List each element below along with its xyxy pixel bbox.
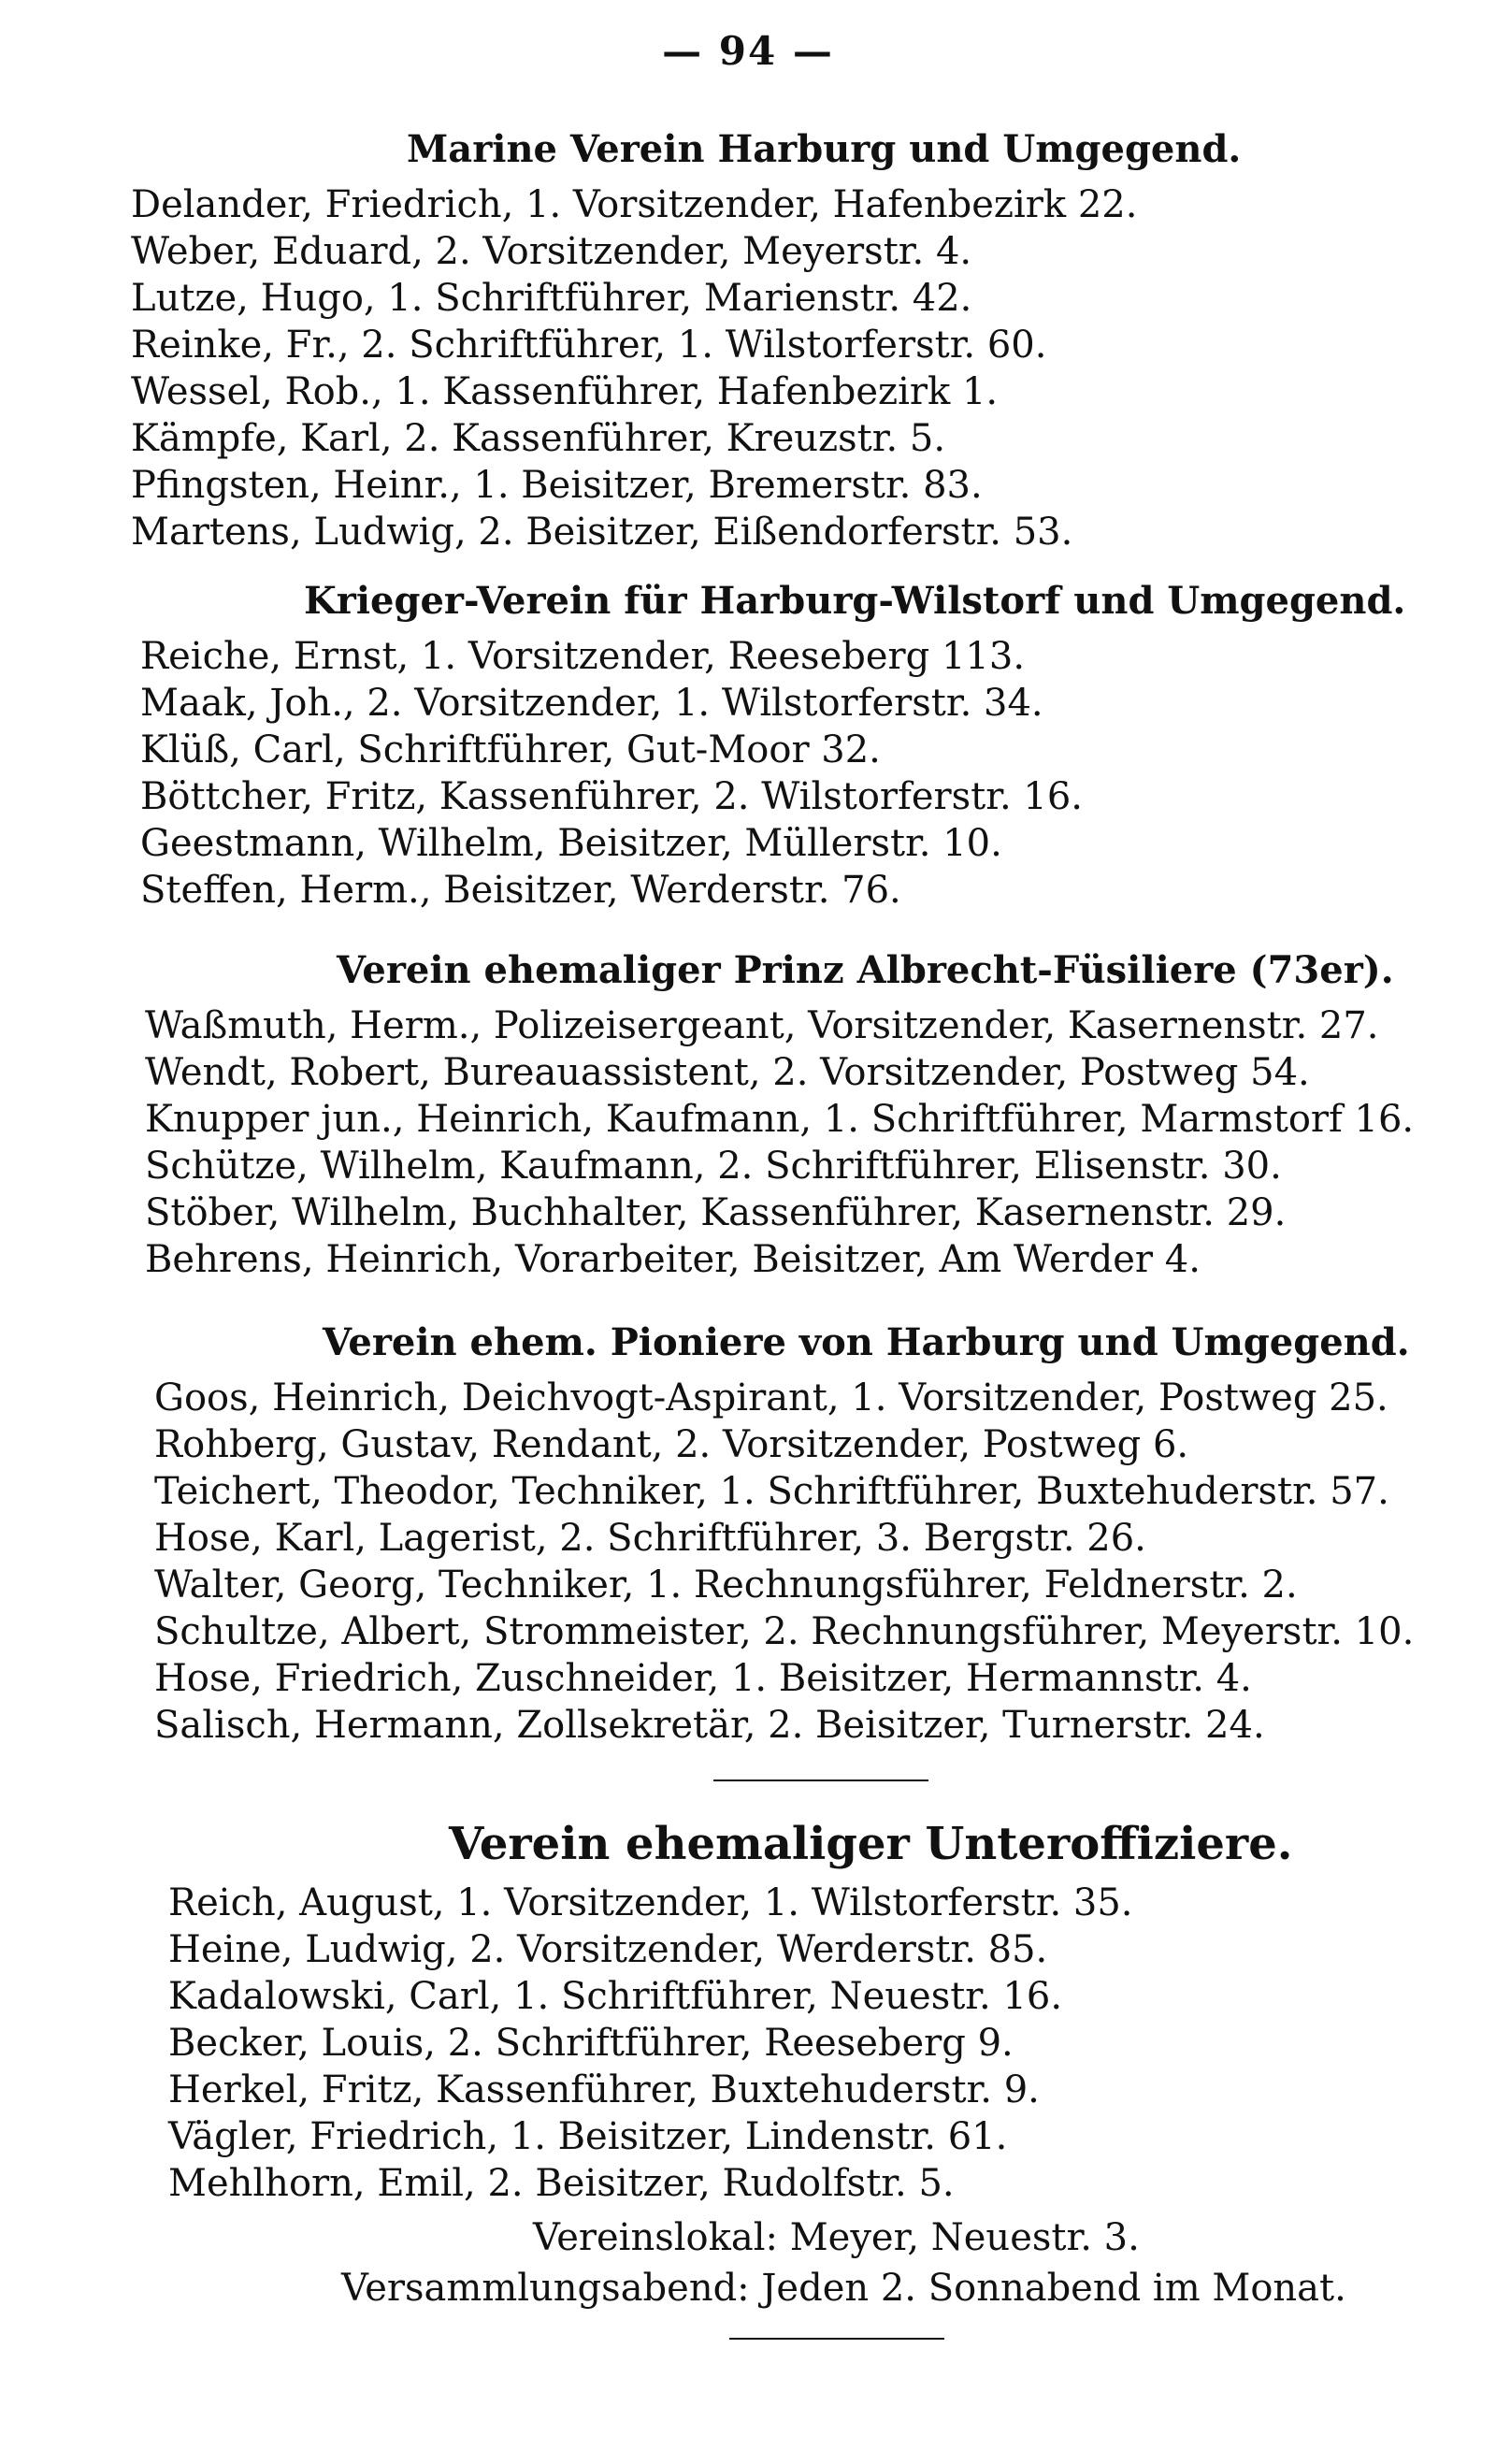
section-pioniere-verein [0, 1317, 1496, 1749]
list-item: Kämpfe, Karl, 2. Kassenführer, Kreuzstr. 5. [131, 417, 946, 460]
section-fuesiliere-verein [0, 944, 1496, 1283]
list-item: Wendt, Robert, Bureauassistent, 2. Vorsitzender, Postweg 54. [145, 1051, 1310, 1094]
list-item: Geestmann, Wilhelm, Beisitzer, Müllerstr. 10. [140, 822, 1002, 865]
list-item: Stöber, Wilhelm, Buchhalter, Kassenführer, Kasernenstr. 29. [145, 1191, 1287, 1234]
list-item: Lutze, Hugo, 1. Schriftführer, Marienstr. 42. [131, 277, 972, 320]
list-item: Reich, August, 1. Vorsitzender, 1. Wilstorferstr. 35. [168, 1881, 1133, 1924]
list-item: Maak, Joh., 2. Vorsitzender, 1. Wilstorferstr. 34. [140, 682, 1043, 725]
section-heading: Verein ehemaliger Unteroffiziere. [449, 1818, 1293, 1870]
list-item: Steffen, Herm., Beisitzer, Werderstr. 76. [140, 869, 901, 912]
list-item: Weber, Eduard, 2. Vorsitzender, Meyerstr. 4. [131, 230, 972, 273]
list-item: Delander, Friedrich, 1. Vorsitzender, Hafenbezirk 22. [131, 183, 1138, 226]
member-list [0, 181, 1496, 555]
section-marine-verein [0, 123, 1496, 555]
list-item: Hose, Karl, Lagerist, 2. Schriftführer, 3. Bergstr. 26. [154, 1517, 1146, 1560]
section-heading: Verein ehemaliger Prinz Albrecht-Füsiliere (73er). [337, 948, 1394, 992]
list-item: Reinke, Fr., 2. Schriftführer, 1. Wilstorferstr. 60. [131, 324, 1047, 367]
list-item: Hose, Friedrich, Zuschneider, 1. Beisitzer, Hermannstr. 4. [154, 1657, 1252, 1700]
member-list [0, 1002, 1496, 1283]
list-item: Schütze, Wilhelm, Kaufmann, 2. Schriftführer, Elisenstr. 30. [145, 1145, 1282, 1188]
section-heading: Marine Verein Harburg und Umgegend. [407, 127, 1242, 171]
section-heading: Verein ehem. Pioniere von Harburg und Umgegend. [323, 1320, 1410, 1364]
list-item: Heine, Ludwig, 2. Vorsitzender, Werderstr. 85. [168, 1928, 1048, 1971]
list-item: Kadalowski, Carl, 1. Schriftführer, Neuestr. 16. [168, 1975, 1063, 2018]
list-item: Pfingsten, Heinr., 1. Beisitzer, Bremerstr. 83. [131, 464, 983, 507]
section-krieger-verein [0, 575, 1496, 914]
list-item: Walter, Georg, Techniker, 1. Rechnungsführer, Feldnerstr. 2. [154, 1563, 1298, 1607]
list-item: Reiche, Ernst, 1. Vorsitzender, Reeseberg 113. [140, 635, 1026, 678]
member-list [0, 1880, 1496, 2207]
list-item: Martens, Ludwig, 2. Beisitzer, Eißendorferstr. 53. [131, 511, 1073, 554]
list-item: Herkel, Fritz, Kassenführer, Buxtehuderstr. 9. [168, 2068, 1040, 2111]
list-item: Goos, Heinrich, Deichvogt-Aspirant, 1. Vorsitzender, Postweg 25. [154, 1376, 1388, 1419]
meeting-schedule: Versammlungsabend: Jeden 2. Sonnabend im Monat. [341, 2267, 1346, 2310]
list-item: Mehlhorn, Emil, 2. Beisitzer, Rudolfstr. 5. [168, 2162, 955, 2205]
list-item: Teichert, Theodor, Techniker, 1. Schriftführer, Buxtehuderstr. 57. [154, 1470, 1389, 1513]
section-divider [729, 2338, 944, 2340]
page-number: — 94 — [662, 28, 834, 74]
section-heading: Krieger-Verein für Harburg-Wilstorf und Umgegend. [304, 579, 1406, 623]
list-item: Rohberg, Gustav, Rendant, 2. Vorsitzender, Postweg 6. [154, 1423, 1189, 1466]
list-item: Salisch, Hermann, Zollsekretär, 2. Beisitzer, Turnerstr. 24. [154, 1704, 1265, 1747]
list-item: Becker, Louis, 2. Schriftführer, Reeseberg 9. [168, 2022, 1014, 2065]
section-unteroffiziere-verein [0, 1814, 1496, 2313]
list-item: Waßmuth, Herm., Polizeisergeant, Vorsitzender, Kasernenstr. 27. [145, 1004, 1379, 1047]
list-item: Böttcher, Fritz, Kassenführer, 2. Wilstorferstr. 16. [140, 775, 1084, 818]
list-item: Behrens, Heinrich, Vorarbeiter, Beisitzer, Am Werder 4. [145, 1238, 1201, 1281]
list-item: Vägler, Friedrich, 1. Beisitzer, Lindenstr. 61. [168, 2115, 1008, 2158]
list-item: Schultze, Albert, Strommeister, 2. Rechnungsführer, Meyerstr. 10. [154, 1610, 1415, 1653]
member-list [0, 1375, 1496, 1749]
section-divider [713, 1780, 928, 1781]
list-item: Knupper jun., Heinrich, Kaufmann, 1. Schriftführer, Marmstorf 16. [145, 1098, 1415, 1141]
member-list [0, 633, 1496, 914]
list-item: Wessel, Rob., 1. Kassenführer, Hafenbezirk 1. [131, 370, 999, 413]
list-item: Klüß, Carl, Schriftführer, Gut-Moor 32. [140, 728, 881, 771]
meeting-place: Vereinslokal: Meyer, Neuestr. 3. [533, 2216, 1140, 2259]
